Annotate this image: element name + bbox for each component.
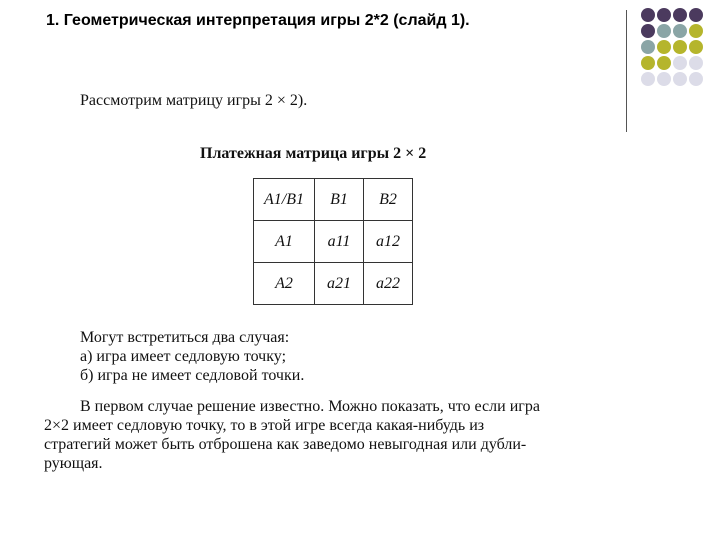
decorative-dot bbox=[641, 40, 655, 54]
decorative-dot-grid bbox=[641, 8, 703, 86]
decorative-dot bbox=[657, 56, 671, 70]
matrix-title: Платежная матрица игры 2 × 2 bbox=[200, 145, 427, 162]
matrix-header-row bbox=[254, 179, 413, 221]
decorative-dot bbox=[673, 40, 687, 54]
matrix-row-header-a1: A1 bbox=[254, 221, 315, 263]
decorative-dot bbox=[657, 8, 671, 22]
decorative-dot bbox=[673, 8, 687, 22]
matrix-col-header-b1: B1 bbox=[315, 179, 364, 221]
decorative-dot bbox=[673, 56, 687, 70]
decorative-dot bbox=[689, 40, 703, 54]
matrix-row-a1 bbox=[254, 221, 413, 263]
cases-intro: Могут встретиться два случая: bbox=[80, 329, 290, 346]
decorative-dot bbox=[641, 8, 655, 22]
decorative-dot bbox=[657, 72, 671, 86]
paragraph-line-3: стратегий может быть отброшена как заведомо невыгодная или дубли- bbox=[44, 436, 527, 453]
matrix-col-header-b2: B2 bbox=[364, 179, 413, 221]
decorative-dot bbox=[673, 72, 687, 86]
decorative-dot bbox=[641, 72, 655, 86]
slide-title: 1. Геометрическая интерпретация игры 2*2 (слайд 1). bbox=[46, 12, 470, 29]
decorative-dot bbox=[689, 72, 703, 86]
decorative-dot bbox=[689, 24, 703, 38]
matrix-corner-cell: A1/B1 bbox=[254, 179, 315, 221]
case-b: б) игра не имеет седловой точки. bbox=[80, 367, 305, 384]
decorative-dot bbox=[641, 24, 655, 38]
paragraph-line-4: рующая. bbox=[44, 455, 103, 472]
decorative-dot bbox=[689, 56, 703, 70]
decorative-dot bbox=[641, 56, 655, 70]
decorative-dot bbox=[689, 8, 703, 22]
matrix-cell-a21: a21 bbox=[315, 263, 364, 305]
payoff-matrix bbox=[253, 178, 413, 305]
matrix-row-header-a2: A2 bbox=[254, 263, 315, 305]
matrix-cell-a12: a12 bbox=[364, 221, 413, 263]
matrix-cell-a22: a22 bbox=[364, 263, 413, 305]
case-a: а) игра имеет седловую точку; bbox=[80, 348, 287, 365]
cases-list bbox=[80, 328, 304, 385]
intro-text: Рассмотрим матрицу игры 2 × 2). bbox=[80, 92, 308, 109]
decorative-dot bbox=[673, 24, 687, 38]
paragraph-line-2: 2×2 имеет седловую точку, то в этой игре всегда какая-нибудь из bbox=[44, 417, 485, 434]
matrix-cell-a11: a11 bbox=[315, 221, 364, 263]
decorative-dot bbox=[657, 40, 671, 54]
paragraph-line-1: В первом случае решение известно. Можно показать, что если игра bbox=[80, 398, 540, 415]
matrix-row-a2 bbox=[254, 263, 413, 305]
divider-line bbox=[626, 10, 627, 132]
decorative-dot bbox=[657, 24, 671, 38]
conclusion-paragraph bbox=[44, 397, 616, 473]
